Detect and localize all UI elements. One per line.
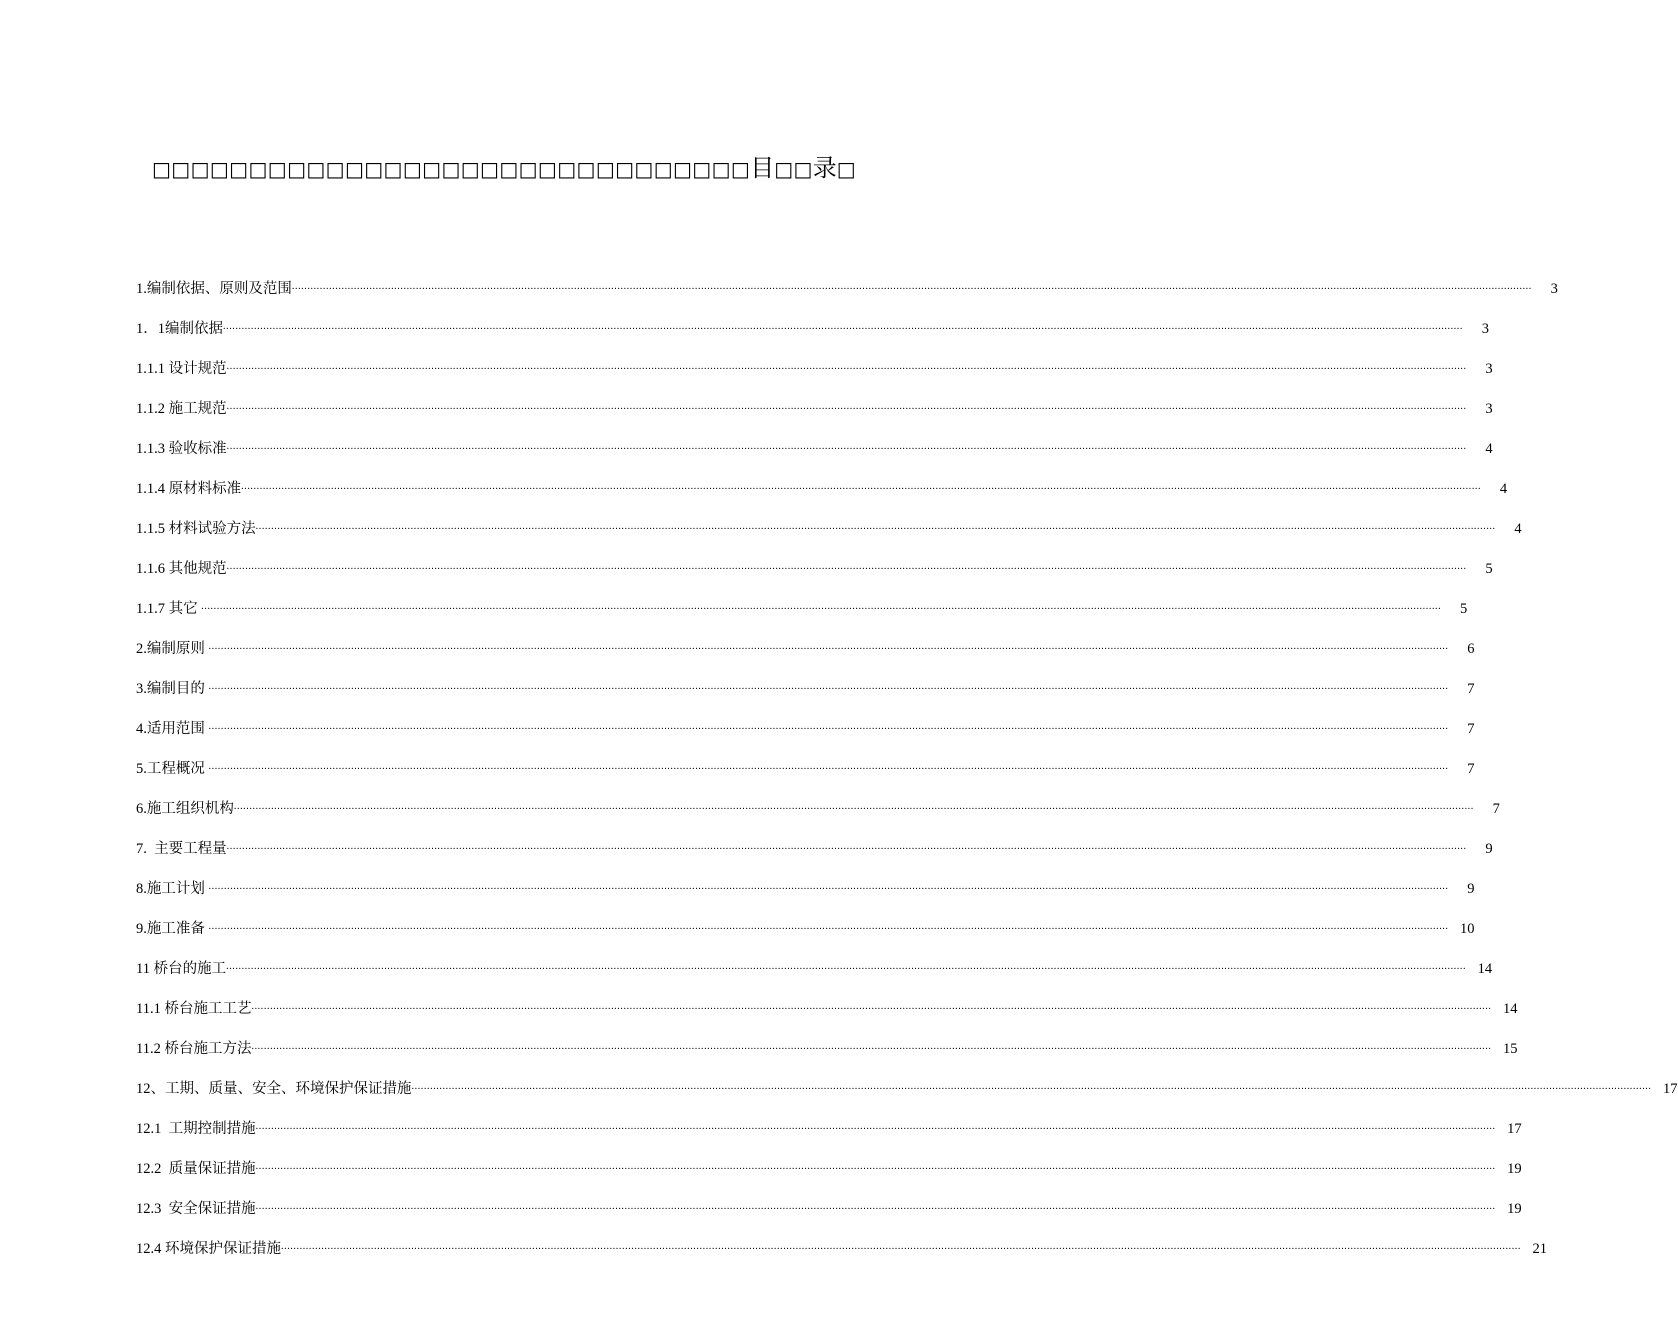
toc-entry-page-number: 5 — [1460, 601, 1468, 617]
toc-entry-label: 1.1.4 原材料标准 — [136, 481, 242, 497]
toc-entry-page-number: 3 — [1485, 401, 1493, 417]
toc-entry[interactable] — [136, 499, 1522, 539]
toc-entry-label: 1.编制依据、原则及范围 — [136, 281, 292, 297]
toc-entry-page-number: 15 — [1502, 1041, 1518, 1057]
toc-entry-page-number: 17 — [1663, 1081, 1678, 1097]
toc-entry-page-number: 9 — [1485, 841, 1493, 857]
toc-entry[interactable] — [136, 699, 1475, 739]
title-suffix: □ — [836, 157, 857, 181]
toc-entry[interactable] — [136, 1179, 1522, 1219]
toc-entry-label: 1.1.3 验收标准 — [136, 441, 227, 457]
toc-entry[interactable] — [136, 1059, 1678, 1099]
toc-leader-dots: ................................................................................................................................................................................................................................................................................................................................................................................................................ — [226, 561, 1467, 572]
toc-entry-page-number: 19 — [1507, 1201, 1522, 1217]
toc-entry[interactable] — [136, 259, 1558, 299]
toc-entry-page-number: 4 — [1485, 441, 1493, 457]
toc-leader-dots: ................................................................................................................................................................................................................................................................................................................................................................................................................ — [208, 761, 1449, 772]
toc-entry-page-number: 19 — [1507, 1161, 1522, 1177]
toc-entry-label: 12.2 质量保证措施 — [136, 1161, 256, 1177]
toc-leader-dots: ................................................................................................................................................................................................................................................................................................................................................................................................................ — [255, 1121, 1496, 1132]
toc-entry[interactable] — [136, 859, 1475, 899]
toc-entry-label: 8.施工计划 — [136, 881, 209, 897]
toc-entry[interactable] — [136, 299, 1489, 339]
toc-entry[interactable] — [136, 779, 1500, 819]
toc-entry-page-number: 7 — [1467, 761, 1475, 777]
toc-entry-label: 6.施工组织机构 — [136, 801, 234, 817]
toc-entry-page-number: 21 — [1532, 1241, 1547, 1257]
toc-entry-label: 1.1.5 材料试验方法 — [136, 521, 256, 537]
toc-leader-dots: ................................................................................................................................................................................................................................................................................................................................................................................................................ — [226, 401, 1467, 412]
toc-entry-page-number: 14 — [1502, 1001, 1518, 1017]
toc-entry-label: 12.1 工期控制措施 — [136, 1121, 256, 1137]
toc-entry-page-number: 7 — [1467, 721, 1475, 737]
toc-entry-page-number: 14 — [1477, 961, 1493, 977]
title-char-mu: 目 — [750, 154, 775, 182]
toc-leader-dots: ................................................................................................................................................................................................................................................................................................................................................................................................................ — [241, 481, 1482, 492]
toc-entry-page-number: 3 — [1481, 321, 1489, 337]
toc-entry-label: 11.2 桥台施工方法 — [136, 1041, 252, 1057]
toc-entry-label: 2.编制原则 — [136, 641, 209, 657]
toc-entry-page-number: 7 — [1492, 801, 1500, 817]
toc-entry[interactable] — [136, 1139, 1522, 1179]
toc-entry-page-number: 7 — [1467, 681, 1475, 697]
toc-entry-page-number: 17 — [1507, 1121, 1522, 1137]
toc-leader-dots: ................................................................................................................................................................................................................................................................................................................................................................................................................ — [226, 441, 1467, 452]
toc-leader-dots: ................................................................................................................................................................................................................................................................................................................................................................................................................ — [251, 1001, 1492, 1012]
toc-entry[interactable] — [136, 979, 1518, 1019]
toc-entry-label: 1.1.2 施工规范 — [136, 401, 227, 417]
toc-leader-dots: ................................................................................................................................................................................................................................................................................................................................................................................................................ — [233, 801, 1474, 812]
toc-leader-dots: ................................................................................................................................................................................................................................................................................................................................................................................................................ — [255, 1161, 1496, 1172]
toc-entry-label: 5.工程概况 — [136, 761, 209, 777]
toc-entry-label: 12.4 环境保护保证措施 — [136, 1241, 281, 1257]
toc-entry-page-number: 4 — [1514, 521, 1522, 537]
toc-entry-label: 12、工期、质量、安全、环境保护保证措施 — [136, 1081, 412, 1097]
toc-entry[interactable] — [136, 1219, 1547, 1259]
toc-entry[interactable] — [136, 539, 1493, 579]
toc-entry-label: 1．1编制依据 — [136, 321, 223, 337]
toc-leader-dots: ................................................................................................................................................................................................................................................................................................................................................................................................................ — [208, 681, 1449, 692]
toc-entry-label: 11 桥台的施工 — [136, 961, 227, 977]
toc-entry[interactable] — [136, 899, 1475, 939]
toc-entry-page-number: 10 — [1460, 921, 1475, 937]
toc-entry-label: 11.1 桥台施工工艺 — [136, 1001, 252, 1017]
toc-entry[interactable] — [136, 1019, 1518, 1059]
toc-entry[interactable] — [136, 659, 1475, 699]
toc-leader-dots: ................................................................................................................................................................................................................................................................................................................................................................................................................ — [251, 1041, 1492, 1052]
toc-entry-label: 1.1.1 设计规范 — [136, 361, 227, 377]
toc-entry-page-number: 3 — [1550, 281, 1558, 297]
toc-entry-page-number: 5 — [1485, 561, 1493, 577]
toc-entry-page-number: 3 — [1485, 361, 1493, 377]
toc-entry[interactable] — [136, 379, 1493, 419]
title-prefix: □□□□□□□□□□□□□□□□□□□□□□□□□□□□□□□ — [152, 157, 751, 181]
toc-entry[interactable] — [136, 1099, 1522, 1139]
toc-entry-label: 1.1.6 其他规范 — [136, 561, 227, 577]
toc-title — [152, 148, 857, 182]
toc-entry-page-number: 6 — [1467, 641, 1475, 657]
toc-entry-label: 1.1.7 其它 — [136, 601, 202, 617]
toc-leader-dots: ................................................................................................................................................................................................................................................................................................................................................................................................................ — [281, 1241, 1521, 1252]
toc-entry[interactable] — [136, 739, 1475, 779]
toc-leader-dots: ................................................................................................................................................................................................................................................................................................................................................................................................................ — [208, 921, 1449, 932]
toc-leader-dots: ................................................................................................................................................................................................................................................................................................................................................................................................................ — [208, 721, 1449, 732]
toc-entry-page-number: 4 — [1499, 481, 1508, 497]
toc-entry-page-number: 9 — [1467, 881, 1475, 897]
toc-entry[interactable] — [136, 579, 1468, 619]
toc-entry-label: 4.适用范围 — [136, 721, 209, 737]
toc-entry[interactable] — [136, 419, 1493, 459]
toc-entry-label: 9.施工准备 — [136, 921, 209, 937]
toc-entry[interactable] — [136, 619, 1475, 659]
toc-leader-dots: ................................................................................................................................................................................................................................................................................................................................................................................................................ — [255, 521, 1496, 532]
title-separator: □□ — [774, 157, 813, 181]
toc-entry-label: 12.3 安全保证措施 — [136, 1201, 256, 1217]
toc-leader-dots: ................................................................................................................................................................................................................................................................................................................................................................................................................ — [226, 361, 1467, 372]
toc-leader-dots: ................................................................................................................................................................................................................................................................................................................................................................................................................ — [223, 321, 1463, 332]
toc-leader-dots: ................................................................................................................................................................................................................................................................................................................................................................................................................ — [208, 881, 1449, 892]
toc-leader-dots: ................................................................................................................................................................................................................................................................................................................................................................................................................ — [411, 1081, 1652, 1092]
toc-leader-dots: ................................................................................................................................................................................................................................................................................................................................................................................................................ — [226, 841, 1467, 852]
toc-entry[interactable] — [136, 819, 1493, 859]
toc-entry[interactable] — [136, 339, 1493, 379]
toc-entry-label: 7. 主要工程量 — [136, 841, 227, 857]
toc-entry[interactable] — [136, 939, 1493, 979]
toc-leader-dots: ................................................................................................................................................................................................................................................................................................................................................................................................................ — [201, 601, 1442, 612]
title-char-lu: 录 — [812, 154, 837, 182]
toc-entry-label: 3.编制目的 — [136, 681, 209, 697]
toc-leader-dots: ................................................................................................................................................................................................................................................................................................................................................................................................................ — [226, 961, 1467, 972]
toc-leader-dots: ................................................................................................................................................................................................................................................................................................................................................................................................................ — [255, 1201, 1496, 1212]
table-of-contents — [136, 259, 1678, 1259]
toc-leader-dots: ................................................................................................................................................................................................................................................................................................................................................................................................................ — [208, 641, 1449, 652]
toc-leader-dots: ................................................................................................................................................................................................................................................................................................................................................................................................................ — [291, 281, 1532, 292]
toc-entry[interactable] — [136, 459, 1508, 499]
